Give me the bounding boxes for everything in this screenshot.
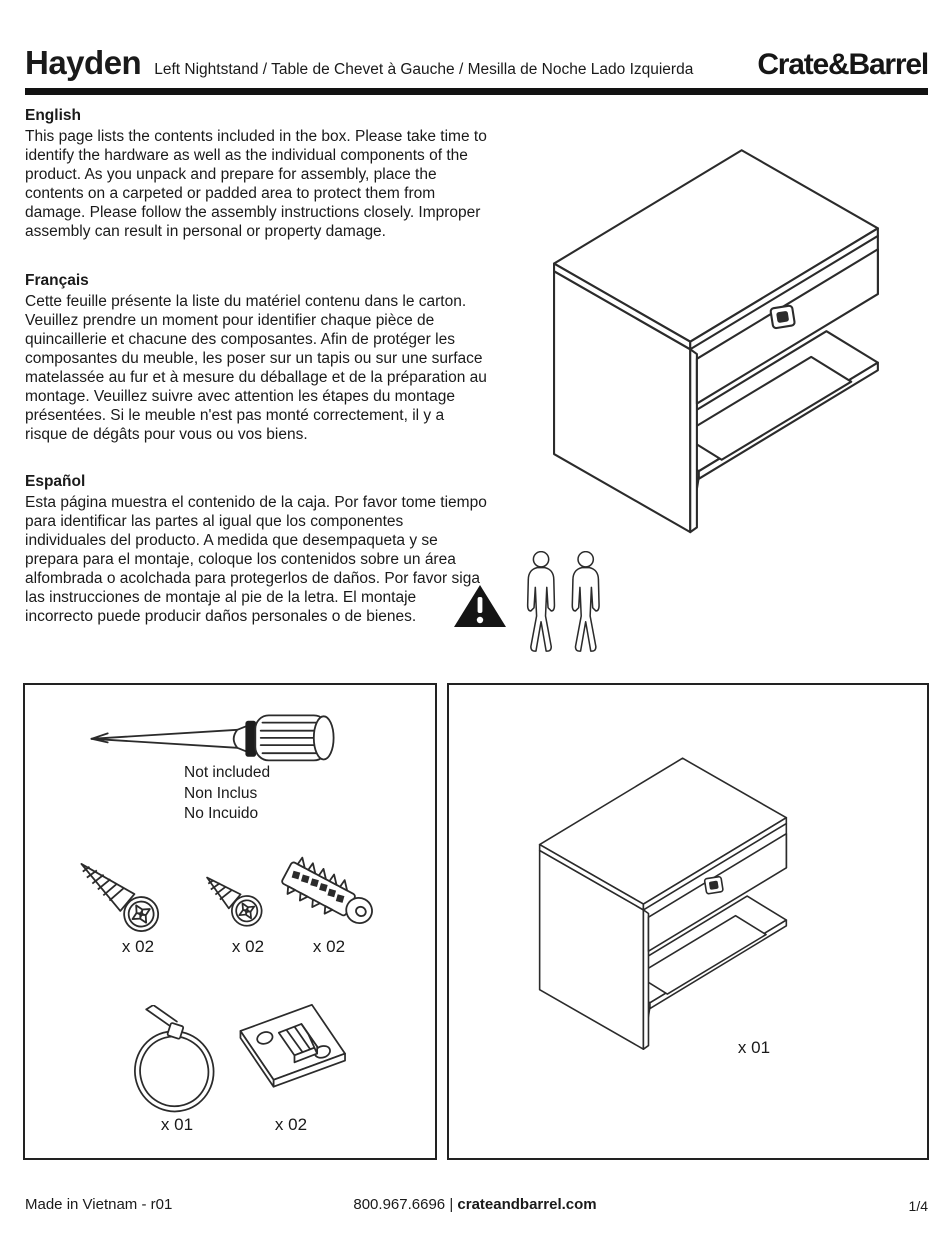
wall-anchor-icon (275, 845, 385, 945)
hardware-contents-box (23, 683, 437, 1160)
nightstand-illustration (535, 130, 935, 540)
brand-logo: Crate&Barrel (757, 48, 928, 81)
product-name: Hayden (25, 44, 142, 81)
warning-triangle-icon (452, 583, 508, 629)
footer-phone: 800.967.6696 (353, 1196, 446, 1213)
product-contents-box (447, 683, 929, 1160)
not-included-label: Not included Non Inclus No Incuido (184, 764, 271, 822)
qty-label-nightstand: x 01 (737, 1038, 771, 1057)
product-subtitle: Left Nightstand / Table de Chevet à Gauche / Mesilla de Noche Lado Izquierda (154, 61, 694, 78)
qty-label-wall-anchor: x 02 (312, 937, 346, 956)
footer-website: crateandbarrel.com (457, 1196, 597, 1213)
qty-label-cable-tie: x 01 (160, 1115, 194, 1134)
footer-contact (0, 1196, 950, 1213)
section-body: Cette feuille présente la liste du matériel contenu dans le carton. Veuillez prendre un moment pour identifier chaque pièce de quincaillerie et chacune des composantes. Afin de protéger les composantes du meuble, les poser sur un tapis ou sur une surface matelassée au fur et à mesure du déballage et de la préparation au montage. Veuillez suivre avec attention les étapes du montage présentées. Si le meuble n'est pas monté correctement, il y a risque de dégâts pour vous ou vos biens. (25, 293, 487, 443)
section-english (25, 106, 487, 241)
qty-label-long-screw: x 02 (121, 937, 155, 956)
cable-tie-icon (120, 1005, 225, 1115)
two-person-icon (511, 551, 617, 653)
section-heading: Français (25, 272, 89, 289)
nightstand-illustration-small (525, 743, 830, 1055)
wall-bracket-icon (230, 997, 352, 1105)
section-heading: English (25, 107, 81, 124)
section-french (25, 271, 487, 444)
section-spanish (25, 472, 487, 626)
footer-origin: Made in Vietnam - r01 (25, 1196, 173, 1213)
section-body: Esta página muestra el contenido de la caja. Por favor tome tiempo para identificar las partes al igual que los componentes individuales del producto. A medida que desempaqueta y se prepara para el montaje, coloque los contenidos sobre un área alfombrada o acolchada para protegerlos de daños. Por favor siga las instrucciones de montaje al pie de la letra. El montaje incorrecto puede producir daños personales o de bienes. (25, 494, 487, 625)
page-number: 1/4 (908, 1198, 928, 1214)
qty-label-short-screw: x 02 (231, 937, 265, 956)
header-rule (25, 88, 928, 95)
footer-separator: | (449, 1196, 454, 1213)
short-screw-icon (187, 853, 283, 949)
section-body: This page lists the contents included in the box. Please take time to identify the hardware as well as the individual components of the product. As you unpack and prepare for assembly, place the contents on a carpeted or padded area to protect them from damage. Please follow the assembly instructions closely. Improper assembly can result in personal or property damage. (25, 128, 487, 240)
page-header (25, 44, 928, 82)
qty-label-wall-bracket: x 02 (274, 1115, 308, 1134)
section-heading: Español (25, 473, 86, 490)
